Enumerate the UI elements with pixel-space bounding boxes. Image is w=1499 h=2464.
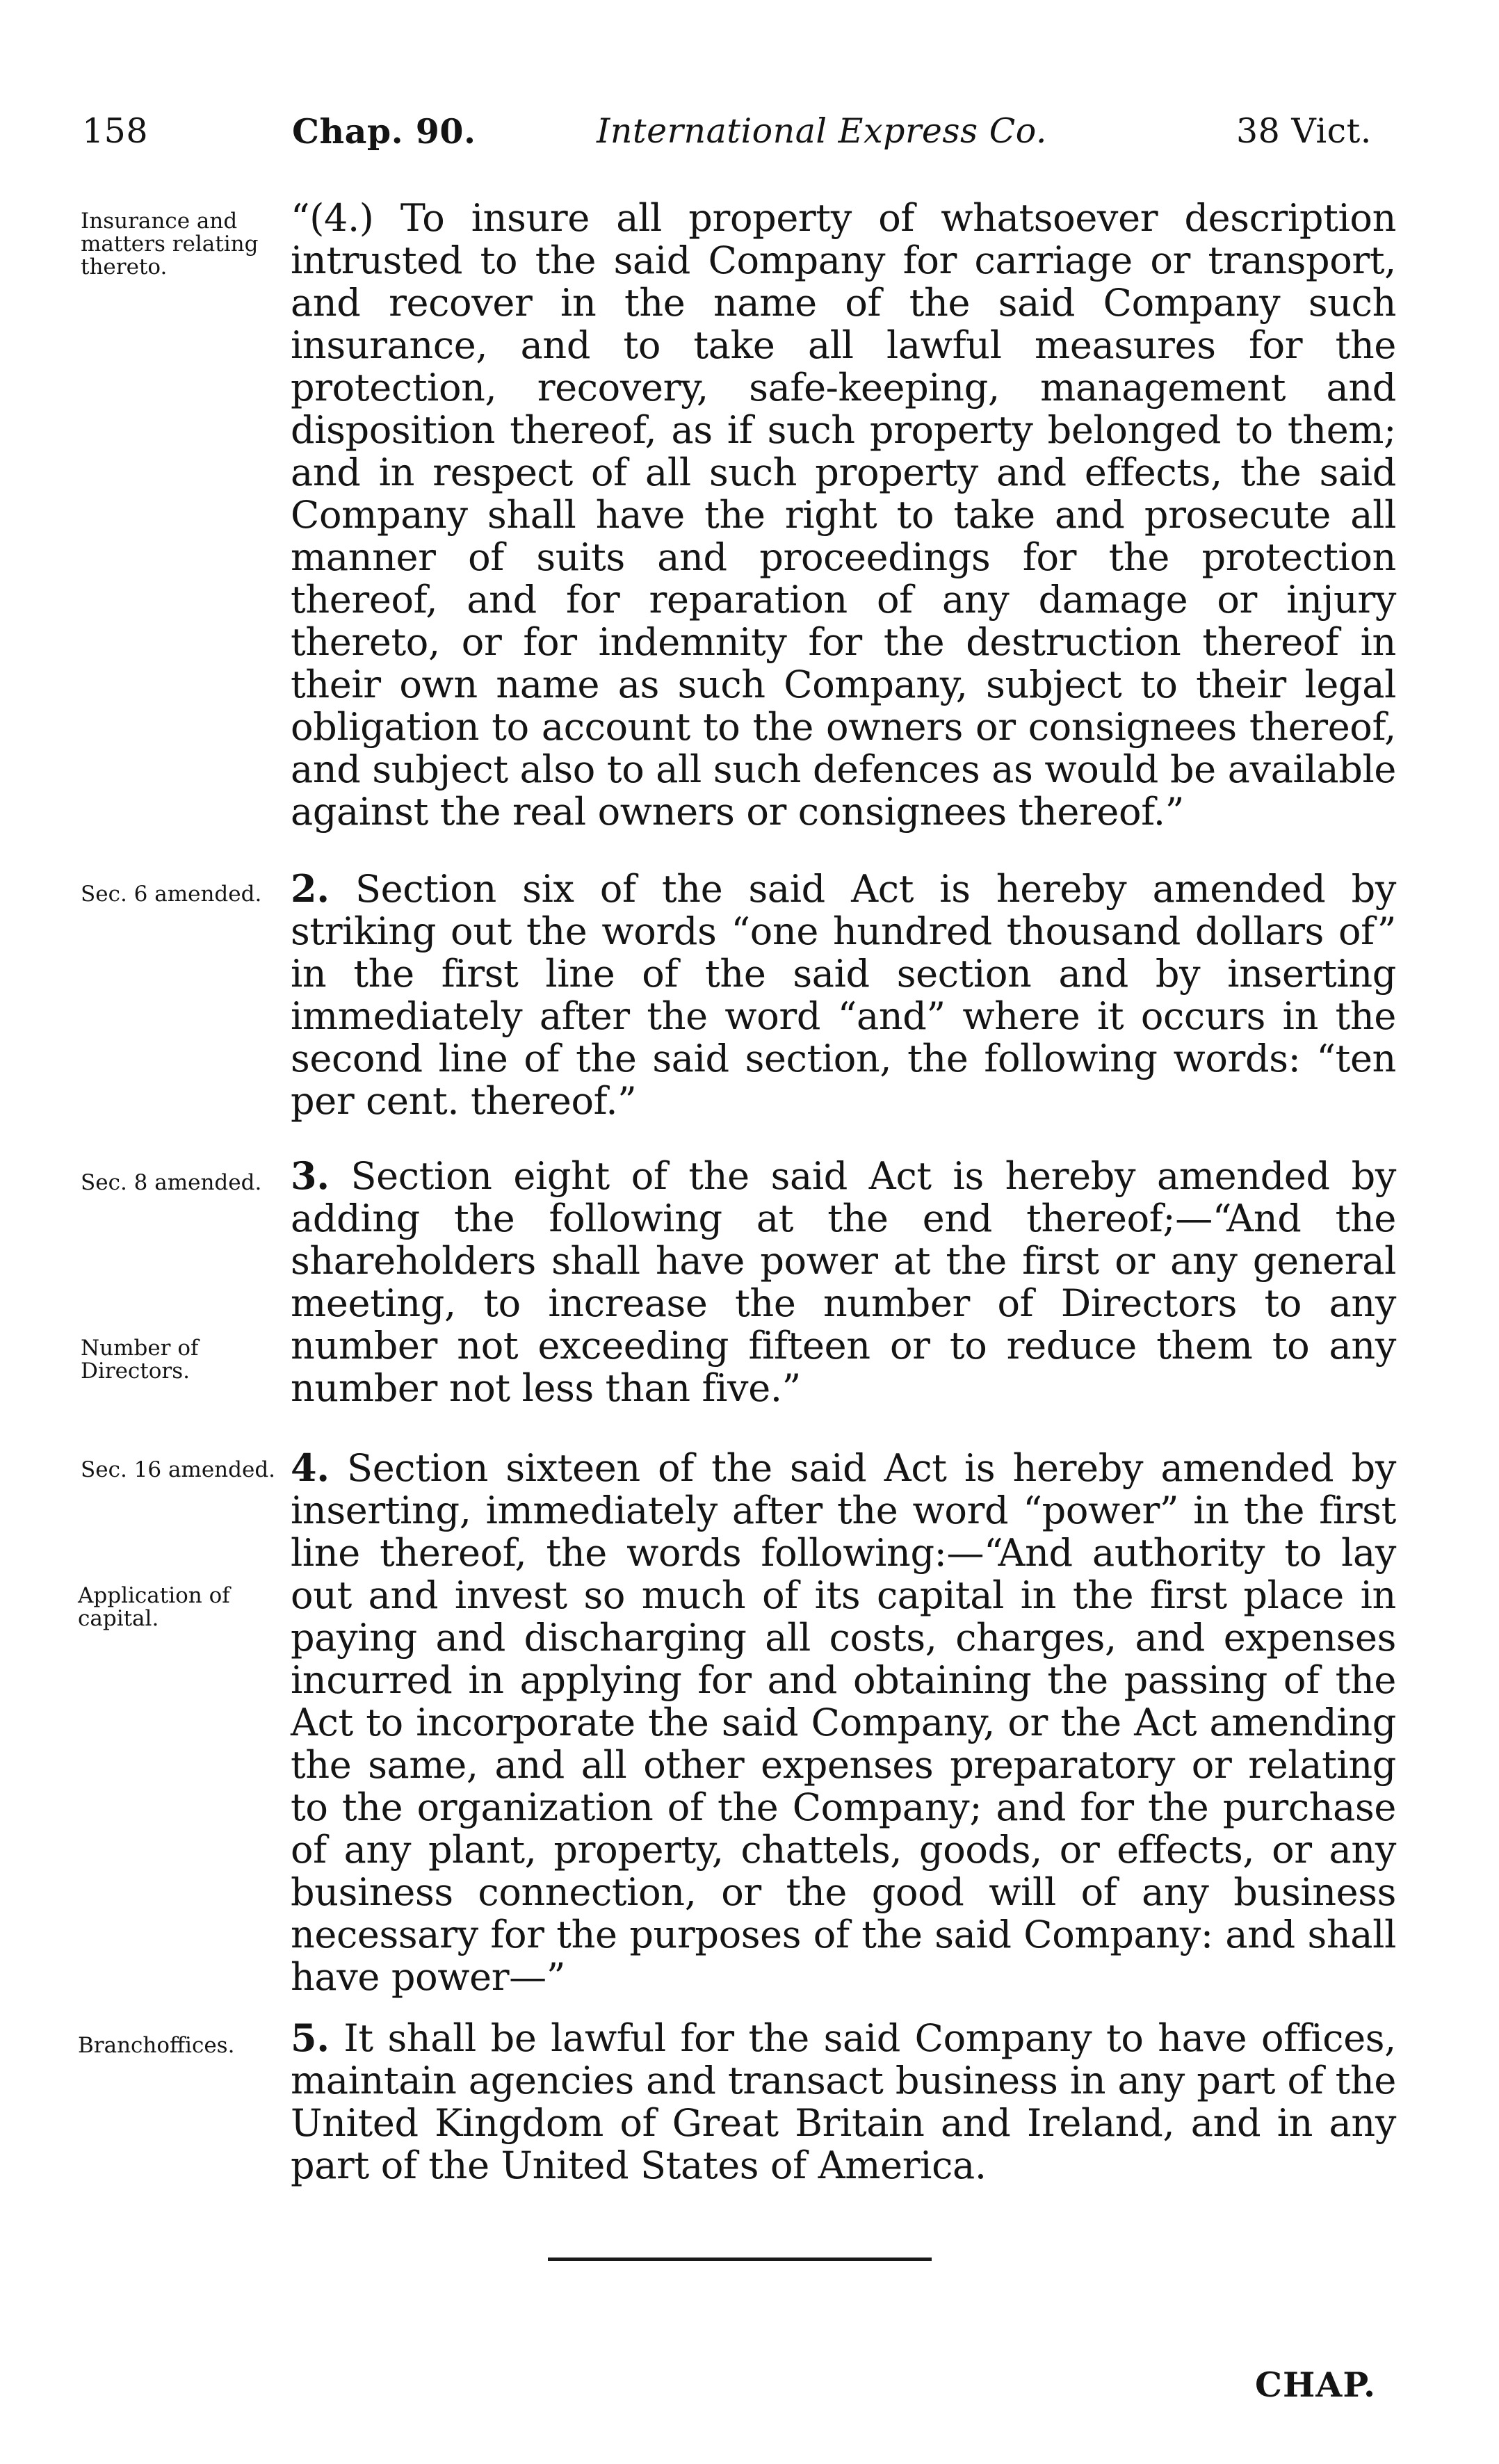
end-rule bbox=[548, 2258, 932, 2261]
paragraph-text: It shall be lawful for the said Company to have offices, maintain agencies and transact business in any part of the United Kingdom of Great Britain and Ireland, and in any part of the United States of America. bbox=[291, 2016, 1396, 2187]
margin-note-sec-6: Sec. 6 amended. bbox=[81, 882, 262, 907]
section-number: 2. bbox=[291, 866, 330, 911]
paragraph-section-3 bbox=[291, 1155, 1396, 1409]
paragraph-text: “(4.) To insure all property of whatsoever description intrusted to the said Company for carriage or transport, and recover in the name of the said Company such insurance, and to take all lawful measures for the protection, recovery, safe-keeping, management and disposition thereof, as if such property belonged to them; and in respect of all such property and effects, the said Company shall have the right to take and prosecute all manner of suits and proceedings for the protection thereof, and for reparation of any damage or injury thereto, or for indemnity for the destruction thereof in their own name as such Company, subject to their legal obligation to account to the owners or consignees thereof, and subject also to all such defences as would be available against the real owners or consignees thereof.” bbox=[291, 196, 1396, 834]
margin-note-insurance: Insurance and matters relating thereto. bbox=[81, 209, 259, 279]
paragraph-text: Section eight of the said Act is hereby amended by adding the following at the end thereof;—“And the shareholders shall have power at the first or any general meeting, to increase the number of Directors to any number not exceeding fifteen or to reduce them to any number not less than five.” bbox=[291, 1154, 1396, 1410]
paragraph-text: Section six of the said Act is hereby amended by striking out the words “one hundred thousand dollars of” in the first line of the said section and by inserting immediately after the word “and” where it occurs in the second line of the said section, the following words: “ten per cent. thereof.” bbox=[291, 867, 1396, 1123]
paragraph-section-2 bbox=[291, 868, 1396, 1122]
catchword: CHAP. bbox=[1255, 2365, 1377, 2405]
paragraph-text: Section sixteen of the said Act is hereby amended by inserting, immediately after the word “power” in the first line thereof, the words following:—“And authority to lay out and invest so much of its capital in the first place in paying and discharging all costs, charges, and expenses incurred in applying for and obtaining the passing of the Act to incorporate the said Company, or the Act amending the same, and all other expenses preparatory or relating to the organization of the Company; and for the purchase of any plant, property, chattels, goods, or effects, or any business connection, or the good will of any business necessary for the purposes of the said Company: and shall have power—” bbox=[291, 1446, 1396, 1999]
section-number: 3. bbox=[291, 1153, 330, 1198]
running-head bbox=[0, 111, 1499, 167]
page-number: 158 bbox=[82, 111, 149, 151]
margin-note-application-of-capital: Application of capital. bbox=[78, 1583, 230, 1631]
paragraph-section-4 bbox=[291, 1447, 1396, 1998]
chapter-label: Chap. 90. bbox=[292, 111, 476, 152]
margin-note-branch-offices: Branchoffices. bbox=[78, 2033, 235, 2058]
margin-note-sec-8: Sec. 8 amended. bbox=[81, 1170, 262, 1195]
section-number: 5. bbox=[291, 2016, 330, 2060]
regnal-year: 38 Vict. bbox=[1236, 111, 1372, 151]
margin-note-directors: Number of Directors. bbox=[81, 1336, 199, 1384]
paragraph-section-5 bbox=[291, 2017, 1396, 2187]
margin-note-sec-16: Sec. 16 amended. bbox=[81, 1457, 276, 1482]
paragraph-subsection-4 bbox=[291, 197, 1396, 833]
running-title: International Express Co. bbox=[597, 111, 1047, 151]
section-number: 4. bbox=[291, 1445, 330, 1490]
